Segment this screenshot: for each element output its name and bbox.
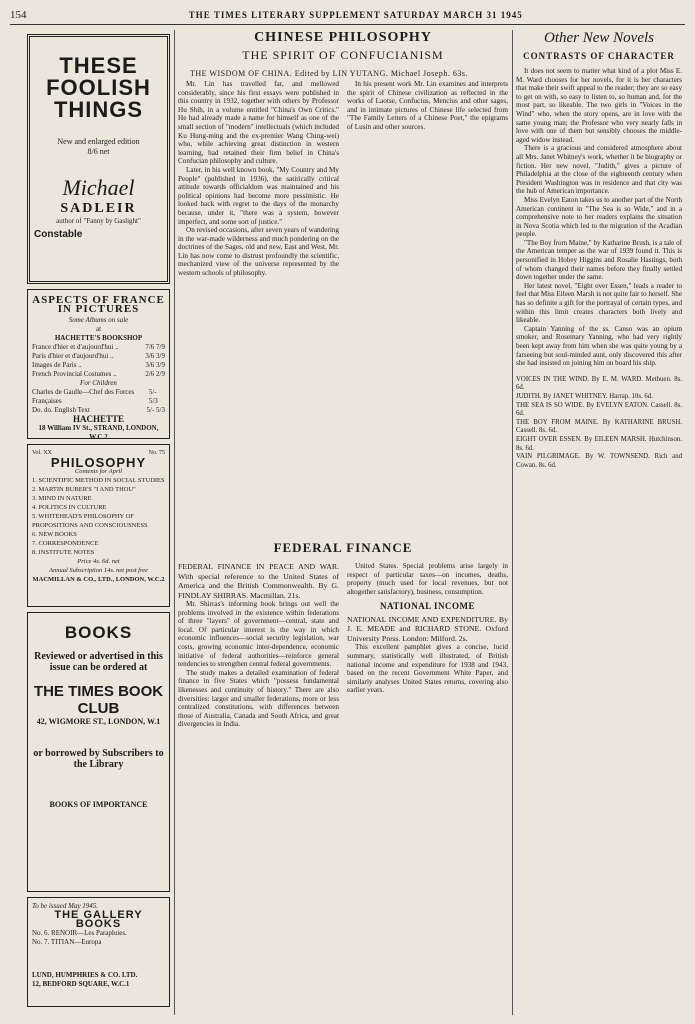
novel-listing: THE BOY FROM MAINE. By KATHARINE BRUSH. Cassell. 8s. 6d. — [516, 418, 682, 435]
ad3-vol: Vol. XX — [32, 450, 52, 456]
ad-column — [27, 34, 170, 1014]
ad5-item-2: No. 7. TITIAN—Europa — [32, 938, 102, 946]
right-p3: Miss Evelyn Eaton takes us to another part of the North American continent in "The Sea is so Wide," and in a comprehensive note to her readers explains the situation in Nova Scotia which led to the migration of the Acadian people. — [516, 195, 682, 239]
right-subtitle: CONTRASTS OF CHARACTER — [523, 51, 675, 61]
article1-subtitle: THE SPIRIT OF CONFUCIANISM — [242, 48, 444, 62]
ad-hachette — [27, 289, 170, 439]
novel-listing: VAIN PILGRIMAGE. By W. TOWNSEND. Rich and Cowan. 8s. 6d. — [516, 453, 682, 469]
ad-gallery-books — [27, 897, 170, 1007]
ad4-s2: or borrowed by Subscribers to the Library — [33, 748, 164, 770]
article1-p2: Later, in his well known book, "My Country and My People" (published in 1936), the satirically critical attitude towards officialdom was maintained and his political opinions had become more pessimistic. He looked back with regret to the days of the monarchy because, under it, "there was a system, however imperfect, and some sort of justice." — [178, 165, 339, 226]
ad2-item-price: 3/6 3/9 — [145, 352, 165, 360]
right-p4: "The Boy from Maine," by Katharine Brush, is a tale of the American temper as the war of 1939 found it. This is personified in Hobey Higgins and Rosalie Hastings, both of whom changed their names before they finally settled down together under the same. — [516, 238, 682, 282]
ad3-item: 2. MARTIN BUBER'S "I AND THOU" — [32, 486, 136, 493]
ad-times-book-club — [27, 612, 170, 892]
right-p5: Her latest novel, "Eight over Essen," leads a reader to feel that Miss Eileen Marsh is not quite fair to herself. She has so definite a gift for the portrayal of certain types, and within this limit creates characters both lively and likeable. — [516, 281, 682, 325]
novel-listing: EIGHT OVER ESSEN. By EILEEN MARSH. Hutchinson. 8s. 6d. — [516, 435, 682, 452]
article1-title: CHINESE PHILOSOPHY — [254, 30, 432, 45]
ad2-at: at — [95, 325, 102, 333]
ad5-item-1: No. 6. RENOIR—Les Parapluies. — [32, 929, 127, 937]
right-p2: There is a gracious and considered atmosphere about all Mrs. Janet Whitney's work, whether it be biography or fiction. Her new novel, "Judith," gives a picture of Philadelphia at the close of the eighteenth century when President Washington was in residence and that city was the hub of American importance. — [516, 144, 682, 196]
right-title: Other New Novels — [544, 30, 654, 46]
right-p6: Captain Yanning of the ss. Canso was an opium smoker, and Rosemary Yanning, who had very rightly been kept away from him when she was quite young by a farseeing but soul-minded aunt, only discovered this after she had insisted on joining him on board his ship. — [516, 324, 682, 368]
ad4-addr: 42, WIGMORE ST., LONDON, W.1 — [36, 717, 161, 726]
ad1-edition: New and enlarged edition — [57, 137, 140, 146]
ad2-child-name: Do. do. English Text — [32, 406, 90, 414]
ad5-addr: 12, BEDFORD SQUARE, W.C.1 — [32, 980, 130, 988]
ad3-title: PHILOSOPHY — [50, 455, 147, 470]
article-new-novels — [516, 30, 682, 470]
article2-p3: United States. Special problems arise largely in respect of particular taxes—on incomes, deaths, property (much used for local revenues, but not altogether satisfactory), business, consumption. — [347, 562, 508, 596]
ad4-s3: BOOKS OF IMPORTANCE — [49, 800, 148, 809]
ad2-shop: HACHETTE'S BOOKSHOP — [54, 334, 143, 342]
article2-sub: NATIONAL INCOME — [379, 601, 476, 612]
ad2-item-price: 3/6 3/9 — [145, 361, 165, 369]
article1-p3: On revised occasions, after seven years of wandering in the war-made wilderness and much pondering on the doctrines of the Sages, old and new, East and West, Mr. Lin has now come to distrust profoundly the scientific, mechanized view of the universe represented by the western schools of philosophy. — [178, 226, 339, 278]
ad5-note: To be issued May 1945. — [32, 902, 99, 910]
ad4-s1: Reviewed or advertised in this issue can be ordered at — [34, 651, 163, 673]
ad3-price: Price 4s. 6d. net — [77, 558, 120, 565]
article2-book: FEDERAL FINANCE IN PEACE AND WAR. With special reference to the United States of America and the British Commonwealth. By G. FINDLAY SHIRRAS. Macmillan. 21s. — [178, 562, 339, 600]
ad3-sub: Annual Subscription 14s. net post free — [48, 567, 149, 574]
masthead: THE TIMES LITERARY SUPPLEMENT SATURDAY MARCH 31 1945 — [188, 10, 523, 20]
ad3-item: 5. WHITEHEAD'S PHILOSOPHY OF PROPOSITIONS AND CONSCIOUSNESS — [32, 513, 148, 529]
ad2-title: ASPECTS OF FRANCE IN PICTURES — [32, 294, 165, 315]
article1-book: THE WISDOM OF CHINA. Edited by LIN YUTANG. Michael Joseph. 63s. — [190, 69, 468, 78]
article2-p4: This excellent pamphlet gives a concise, lucid summary, statistically well illustrated, of British national income and expenditure for 1938 and 1943, based on the recent Government White Paper, and similarly analyses United States returns, covering also earlier years. — [347, 643, 508, 695]
ad2-item-name: French Provincial Costumes .. — [32, 370, 117, 378]
ad2-item-price: 7/6 7/9 — [145, 343, 165, 351]
ad2-item-name: Paris d'hier et d'aujourd'hui .. — [32, 352, 114, 360]
ad2-child-name: Charles de Gaulle—Chef des Forces Françaises — [32, 388, 135, 405]
ad2-child-price: 5/- 5/3 — [148, 388, 158, 405]
ad3-item: 1. SCIENTIFIC METHOD IN SOCIAL STUDIES — [32, 477, 165, 484]
ad1-author-book: "Fanny by Gaslight" — [83, 217, 141, 225]
article2-book2: NATIONAL INCOME AND EXPENDITURE. By J. E. MEADE and RICHARD STONE. Oxford University Press. London: Milford. 2s. — [347, 614, 508, 643]
ad2-addr: 18 William IV St., STRAND, LONDON, W.C.2 — [38, 424, 159, 441]
article2-title: FEDERAL FINANCE — [273, 540, 413, 555]
article2-p2: The study makes a detailed examination of federal finance in five States which "possess fundamental likenesses and continuity of history." There are also diversities: larger and smaller federations, more or less centralized constitutions, with differences between those of Australia, Canada and South Africa, and great divergencies in India. — [178, 668, 339, 729]
ad2-row — [32, 352, 165, 361]
ad5-title: THE GALLERY BOOKS — [54, 909, 143, 930]
article-chinese-philosophy — [178, 30, 508, 540]
article-federal-finance — [178, 540, 508, 992]
ad3-item: 6. NEW BOOKS — [32, 531, 77, 538]
ad2-item-name: Images de Paris .. — [32, 361, 82, 369]
article1-p1: Mr. Lin has travelled far, and mellowed considerably, since his first essays were published in this country in 1932, together with others by Professor Hu Shih, in a volume entitled "China's Own Critics." He had already made a name for himself as one of the small section of "modern" intellectuals (which included Ku Hung-ming and the ex-premier Wang Ching-wei) who, while achieving great distinction in western learning, had retained their firm belief in China's Confucian philosophy and culture. — [178, 80, 339, 166]
ad1-author-first: Michael — [62, 175, 135, 200]
page-number: 154 — [10, 9, 27, 21]
ad1-publisher: Constable — [34, 229, 83, 240]
ad2-row — [32, 361, 165, 370]
novel-listing: VOICES IN THE WIND. By E. M. WARD. Methuen. 8s. 6d. — [516, 375, 682, 392]
ad2-pub: HACHETTE — [72, 414, 124, 424]
ad3-item: 8. INSTITUTE NOTES — [32, 549, 95, 556]
ad2-child-price: 5/- 5/3 — [146, 406, 165, 414]
ad1-title: THESE FOOLISH THINGS — [46, 53, 151, 122]
ad1-author-of: author of — [56, 217, 82, 225]
ad2-item-name: France d'hier et d'aujourd'hui .. — [32, 343, 119, 351]
novel-listing: THE SEA IS SO WIDE. By EVELYN EATON. Cassell. 8s. 6d. — [516, 401, 682, 418]
ad3-pub: MACMILLAN & CO., LTD., LONDON, W.C.2 — [32, 576, 165, 583]
ad3-item: 4. POLITICS IN CULTURE — [32, 504, 107, 511]
ad-foolish-things — [27, 34, 170, 284]
ad2-row — [32, 343, 165, 352]
page-header — [10, 6, 685, 25]
ad4-books: BOOKS — [64, 623, 133, 642]
ad-philosophy — [27, 444, 170, 607]
novel-listing: JUDITH. By JANET WHITNEY. Harrap. 10s. 6d. — [516, 392, 653, 400]
right-p1: It does not seem to matter what kind of a plot Miss E. M. Ward chooses for her novels, for it is her characters that make their swift appeal to the reader; they are so easy to get on with, so easy to listen to, so human and, for the most part, so likeable. The two girls in "Voices in the Wind" who, when the story opens, are in love with the same young man; the Professor who very nearly falls in love with one of them but sensibly chooses the middle-aged widow instead. — [516, 67, 682, 144]
ad1-price: 8/6 net — [87, 147, 110, 156]
ad4-club: THE TIMES BOOK CLUB — [33, 683, 164, 717]
ad1-author-last: SADLEIR — [60, 201, 137, 216]
ad3-no: No. 75 — [148, 450, 165, 456]
ad2-child-row — [32, 388, 165, 406]
ad2-children: For Children — [80, 379, 117, 387]
article1-p4: In his present work Mr. Lin examines and interprets the spirit of Chinese civilization as reflected in the works of Laotse, Confucius, Mencius and other sages, and in intimate pictures of Chinese life selected from "The Family Letters of a Chinese Poet," the epigrams of Lusin and other sources. — [347, 80, 508, 131]
ad3-item: 3. MIND IN NATURE — [32, 495, 92, 502]
ad5-pub: LUND, HUMPHRIES & CO. LTD. — [32, 971, 138, 979]
ad2-item-price: 2/6 2/9 — [145, 370, 165, 378]
ad3-contents: Contents for April — [74, 468, 123, 475]
ad3-item: 7. CORRESPONDENCE — [32, 540, 99, 547]
ad2-note: Some Albums on sale — [68, 316, 129, 324]
article2-p1: Mr. Shirras's informing book brings out well the problems involved in the existence within federations of three "layers" of government—central, state and local. Of particular interest is the way in which economic influences—social security legislation, war costs, growing economic inter-dependence, economic initiative of federal authorities—reinforce general tendencies to strengthen central federal governments. — [178, 600, 339, 669]
ad2-row — [32, 370, 165, 379]
